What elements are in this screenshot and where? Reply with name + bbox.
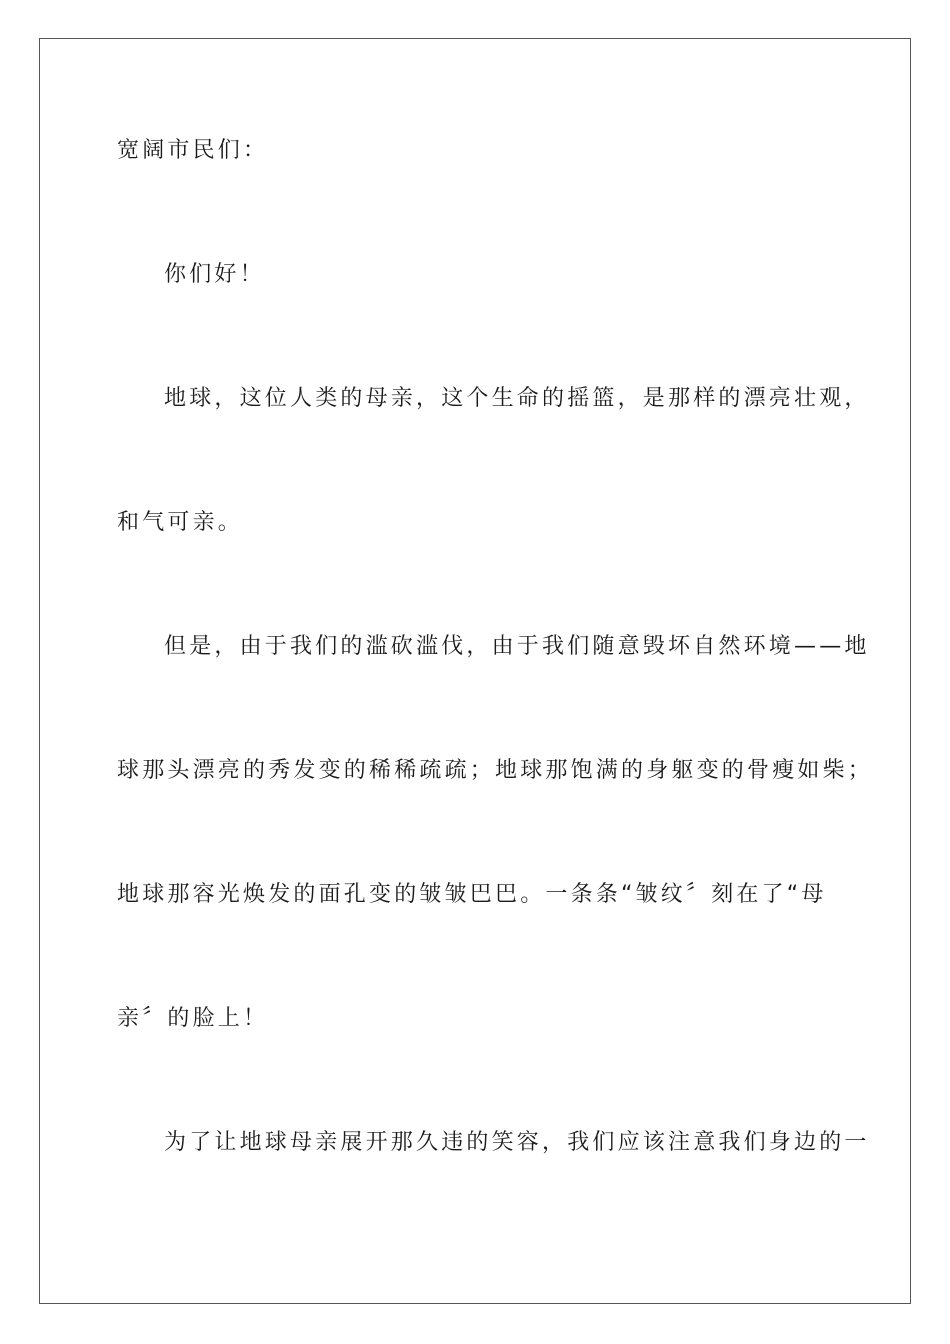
page-border [39, 38, 911, 1304]
paragraph-line: 球那头漂亮的秀发变的稀稀疏疏；地球那饱满的身躯变的骨瘦如柴； [117, 758, 874, 783]
paragraph-line: 亲〞的脸上！ [117, 1006, 269, 1031]
paragraph-line: 和气可亲。 [117, 510, 244, 535]
paragraph-line: 为了让地球母亲展开那久违的笑容，我们应该注意我们身边的一 [164, 1130, 870, 1155]
greeting: 你们好！ [164, 262, 265, 287]
paragraph-line: 地球那容光焕发的面孔变的皱皱巴巴。一条条“皱纹〞刻在了“母 [117, 882, 827, 907]
salutation: 宽阔市民们： [117, 138, 269, 163]
paragraph-line: 但是，由于我们的滥砍滥伐，由于我们随意毁坏自然环境——地 [164, 634, 870, 659]
paragraph-line: 地球，这位人类的母亲，这个生命的摇篮，是那样的漂亮壮观， [164, 386, 870, 411]
